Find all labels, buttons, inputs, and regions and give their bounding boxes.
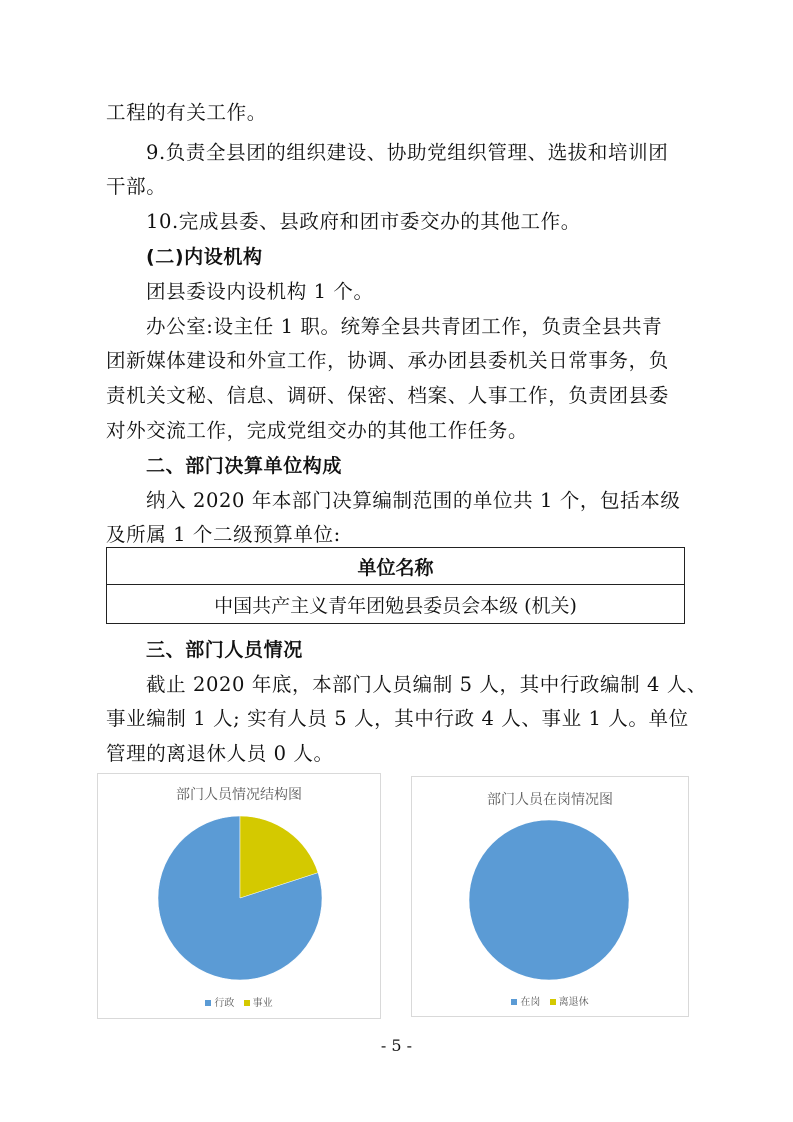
paragraph-line: 办公室:设主任 1 职。统筹全县共青团工作，负责全县共青: [146, 315, 663, 338]
chart-title: 部门人员情况结构图: [176, 787, 302, 803]
legend-item: [244, 994, 273, 1009]
legend-item: [511, 993, 540, 1008]
paragraph-line: 责机关文秘、信息、调研、保密、档案、人事工作，负责团县委: [106, 384, 669, 407]
unit-table-header: 单位名称: [107, 548, 685, 585]
paragraph-line: 工程的有关工作。: [106, 101, 267, 124]
paragraph-line: 对外交流工作，完成党组交办的其他工作任务。: [106, 419, 529, 442]
legend-label: 离退休: [558, 997, 589, 1008]
legend-swatch: [244, 1000, 250, 1006]
paragraph-line: 截止 2020 年底，本部门人员编制 5 人，其中行政编制 4 人、: [146, 673, 708, 696]
paragraph-line: 干部。: [106, 175, 167, 198]
unit-table: [106, 547, 685, 624]
chart-onduty: [411, 776, 689, 1017]
legend-label: 事业: [252, 998, 273, 1009]
pie-slice-在岗: [469, 820, 629, 980]
section-heading: 二、部门决算单位构成: [146, 455, 343, 477]
paragraph-line: 及所属 1 个二级预算单位:: [106, 523, 341, 546]
chart-title: 部门人员在岗情况图: [487, 792, 613, 808]
legend-swatch: [511, 999, 517, 1005]
paragraph-line: 纳入 2020 年本部门决算编制范围的单位共 1 个，包括本级: [146, 489, 681, 512]
legend-item: [550, 993, 589, 1008]
legend-item: [205, 994, 234, 1009]
pie-chart-structure: [98, 774, 380, 1018]
page-number: - 5 -: [380, 1036, 413, 1055]
paragraph-line: 9.负责全县团的组织建设、协助党组织管理、选拔和培训团: [146, 141, 669, 164]
paragraph-line: 团新媒体建设和外宣工作，协调、承办团县委机关日常事务，负: [106, 349, 669, 372]
paragraph-line: 团县委设内设机构 1 个。: [146, 280, 374, 303]
unit-table-cell: 中国共产主义青年团勉县委员会本级 (机关): [107, 585, 685, 624]
paragraph-line: 事业编制 1 人; 实有人员 5 人，其中行政 4 人、事业 1 人。单位: [106, 707, 689, 730]
legend-label: 在岗: [520, 997, 541, 1008]
chart-structure: [97, 773, 381, 1019]
chart-legend: [98, 994, 380, 1009]
paragraph-line: 管理的离退休人员 0 人。: [106, 742, 334, 765]
section-heading: (二)内设机构: [146, 246, 263, 268]
legend-label: 行政: [214, 998, 235, 1009]
legend-swatch: [205, 1000, 211, 1006]
pie-chart-onduty: [412, 777, 688, 1016]
paragraph-line: 10.完成县委、县政府和团市委交办的其他工作。: [146, 210, 581, 233]
legend-swatch: [550, 999, 556, 1005]
chart-legend: [412, 993, 688, 1008]
section-heading: 三、部门人员情况: [146, 639, 303, 661]
